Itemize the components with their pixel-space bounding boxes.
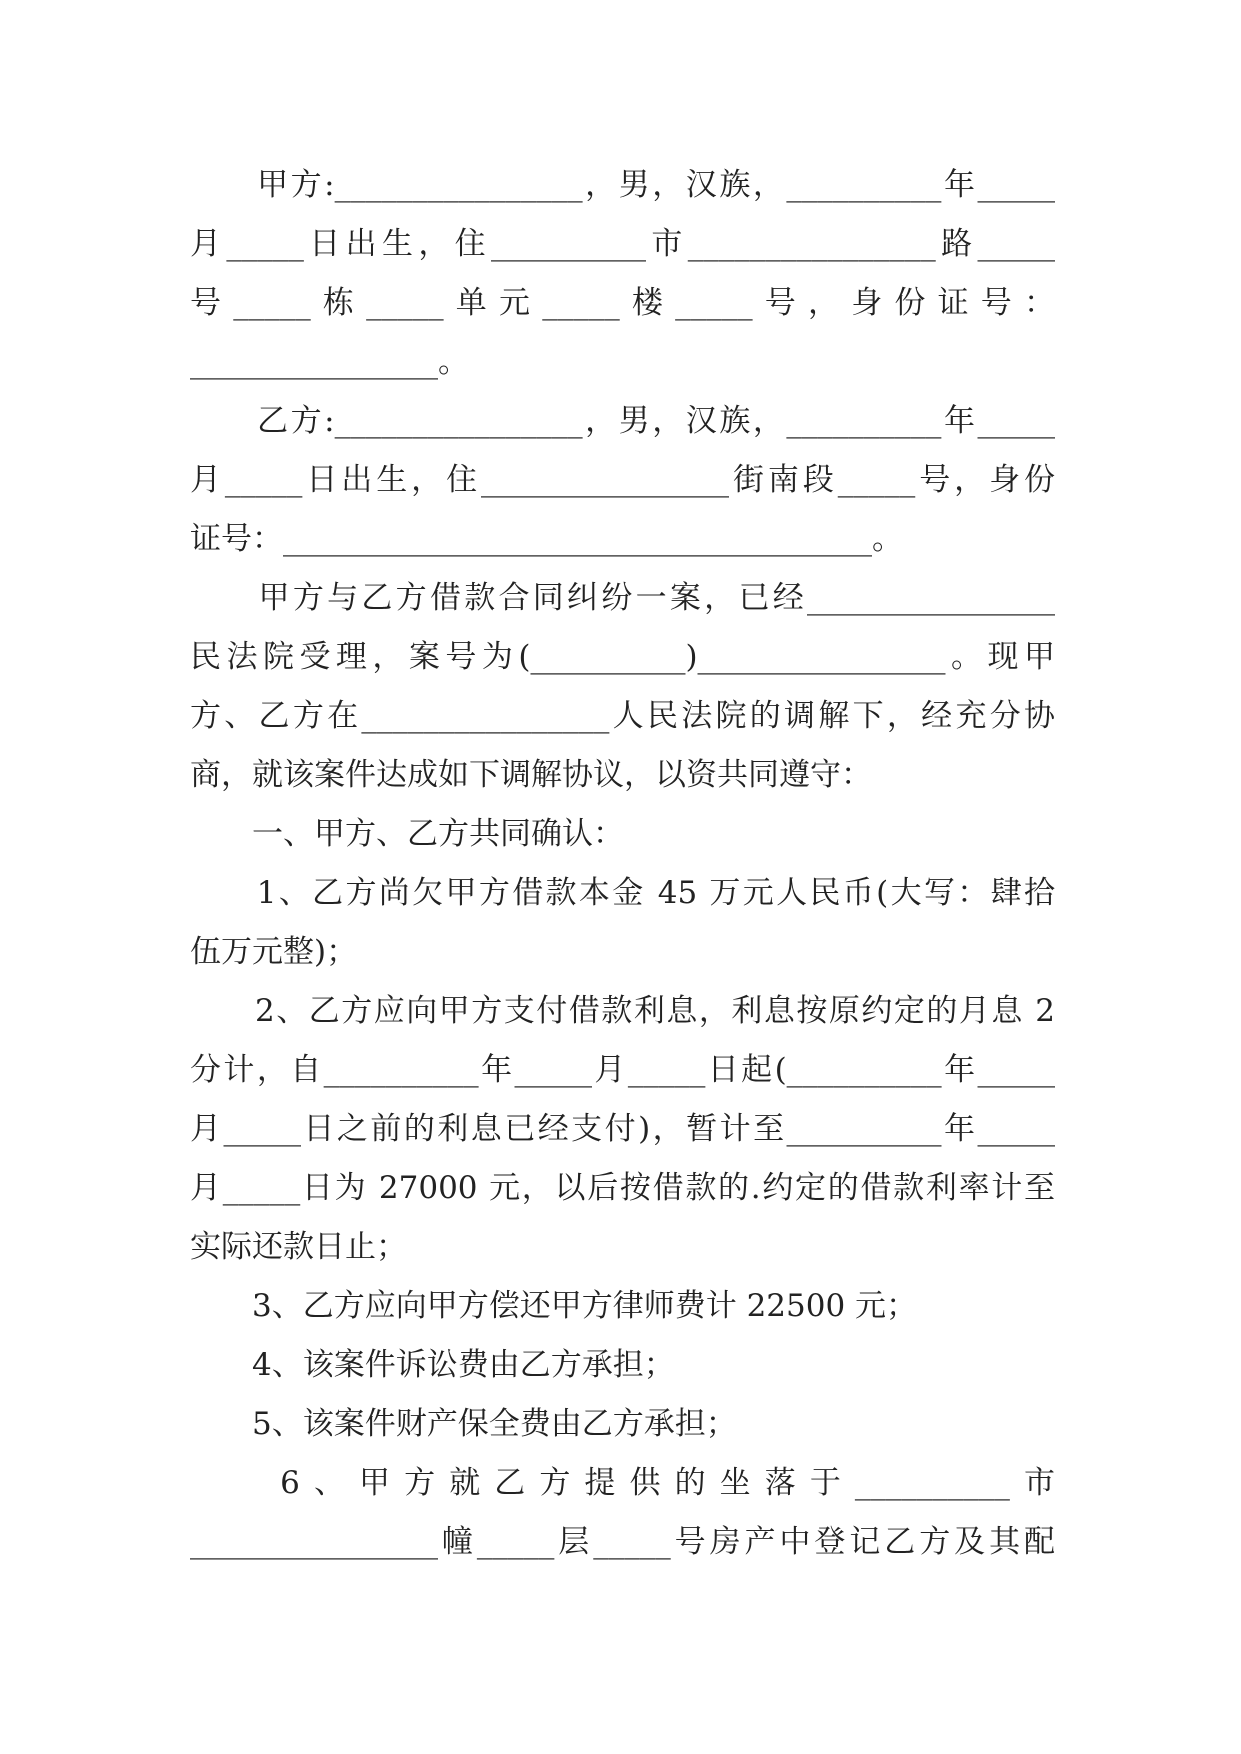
text-line: 3、乙方应向甲方偿还甲方律师费计 22500 元；	[190, 1288, 918, 1324]
text-line: ________________。	[190, 344, 469, 380]
text-line: 号_____栋_____单元_____楼_____号，身份证号：	[190, 285, 1055, 321]
text-line: 伍万元整)；	[190, 934, 358, 970]
text-line: 民法院受理，案号为(__________)________________。现甲	[190, 639, 1055, 675]
text-line: 1、乙方尚欠甲方借款本金 45 万元人民币(大写：肆拾	[190, 875, 1055, 911]
text-line: 4、该案件诉讼费由乙方承担；	[190, 1347, 675, 1383]
text-line: 6、甲方就乙方提供的坐落于__________市	[190, 1465, 1055, 1501]
text-line: 证号：______________________________________。	[190, 521, 903, 557]
text-line: 一、甲方、乙方共同确认：	[190, 816, 624, 852]
text-line: 月_____日为 27000 元，以后按借款的.约定的借款利率计至	[190, 1170, 1055, 1206]
text-line: 分计，自__________年_____月_____日起(__________年_____	[190, 1052, 1055, 1088]
text-line: ________________幢_____层_____号房产中登记乙方及其配	[190, 1524, 1055, 1560]
text-line: 商，就该案件达成如下调解协议，以资共同遵守：	[190, 757, 872, 793]
text-line: 月_____日出生，住__________市________________路_____	[190, 226, 1055, 262]
text-line: 乙方:________________，男，汉族，__________年_____	[190, 403, 1055, 439]
text-line: 月_____日出生，住________________街南段_____号，身份	[190, 462, 1055, 498]
text-line: 2、乙方应向甲方支付借款利息，利息按原约定的月息 2	[190, 993, 1055, 1029]
text-line: 方、乙方在________________人民法院的调解下，经充分协	[190, 698, 1055, 734]
text-line: 甲方:________________，男，汉族，__________年_____	[190, 167, 1055, 203]
text-line: 月_____日之前的利息已经支付)，暂计至__________年_____	[190, 1111, 1055, 1147]
text-line: 5、该案件财产保全费由乙方承担；	[190, 1406, 737, 1442]
text-line: 实际还款日止；	[190, 1229, 407, 1265]
text-line: 甲方与乙方借款合同纠纷一案，已经________________	[190, 580, 1055, 616]
